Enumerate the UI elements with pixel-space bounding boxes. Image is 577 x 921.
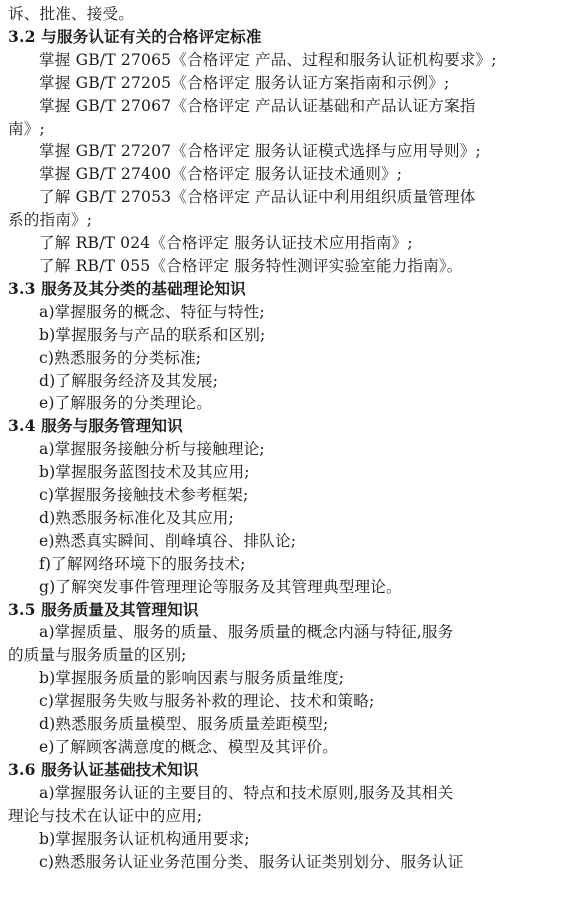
text-line: f)了解网络环境下的服务技术; xyxy=(39,554,246,573)
text-line: 的质量与服务质量的区别; xyxy=(8,646,187,665)
text-line: 掌握 GB/T 27065《合格评定 产品、过程和服务认证机构要求》; xyxy=(39,50,497,69)
text-line: d)了解服务经济及其发展; xyxy=(39,371,219,390)
text-line: e)熟悉真实瞬间、削峰填谷、排队论; xyxy=(39,531,297,550)
text-line: e)了解服务的分类理论。 xyxy=(39,394,213,413)
text-line: b)掌握服务质量的影响因素与服务质量维度; xyxy=(39,669,345,688)
text-line: a)掌握服务接触分析与接触理论; xyxy=(39,440,265,459)
text-line: d)熟悉服务质量模型、服务质量差距模型; xyxy=(39,715,329,734)
text-line: 掌握 GB/T 27400《合格评定 服务认证技术通则》; xyxy=(39,165,403,184)
text-line: 了解 RB/T 024《合格评定 服务认证技术应用指南》; xyxy=(39,234,413,253)
section-heading: 3.4 服务与服务管理知识 xyxy=(8,416,183,436)
text-line: 理论与技术在认证中的应用; xyxy=(8,806,203,825)
text-line: c)掌握服务失败与服务补救的理论、技术和策略; xyxy=(39,692,375,711)
text-line: 掌握 GB/T 27207《合格评定 服务认证模式选择与应用导则》; xyxy=(39,142,481,161)
text-line: 系的指南》; xyxy=(8,211,93,230)
text-line: e)了解顾客满意度的概念、模型及其评价。 xyxy=(39,738,338,756)
section-heading: 3.6 服务认证基础技术知识 xyxy=(8,759,199,779)
text-line: a)掌握服务认证的主要目的、特点和技术原则,服务及其相关 xyxy=(39,783,454,802)
text-line: c)熟悉服务认证业务范围分类、服务认证类别划分、服务认证 xyxy=(39,852,464,871)
text-line: 诉、批准、接受。 xyxy=(8,5,134,23)
text-line: b)掌握服务蓝图技术及其应用; xyxy=(39,463,250,482)
text-line: 了解 RB/T 055《合格评定 服务特性测评实验室能力指南》。 xyxy=(39,256,463,275)
text-line: 南》; xyxy=(8,119,45,138)
text-line: b)掌握服务与产品的联系和区别; xyxy=(39,325,266,344)
section-heading: 3.2 与服务认证有关的合格评定标准 xyxy=(8,26,262,46)
text-line: b)掌握服务认证机构通用要求; xyxy=(39,829,250,848)
section-heading: 3.5 服务质量及其管理知识 xyxy=(8,599,199,619)
text-line: d)熟悉服务标准化及其应用; xyxy=(39,508,234,527)
text-line: g)了解突发事件管理理论等服务及其管理典型理论。 xyxy=(39,577,402,596)
section-heading: 3.3 服务及其分类的基础理论知识 xyxy=(8,278,246,298)
text-line: 掌握 GB/T 27067《合格评定 产品认证基础和产品认证方案指 xyxy=(39,96,476,115)
text-line: 掌握 GB/T 27205《合格评定 服务认证方案指南和示例》; xyxy=(39,73,450,92)
text-line: a)掌握质量、服务的质量、服务质量的概念内涵与特征,服务 xyxy=(39,623,454,642)
text-line: c)掌握服务接触技术参考框架; xyxy=(39,486,249,505)
text-line: 了解 GB/T 27053《合格评定 产品认证中利用组织质量管理体 xyxy=(39,188,476,207)
text-line: a)掌握服务的概念、特征与特性; xyxy=(39,302,265,321)
text-line: c)熟悉服务的分类标准; xyxy=(39,348,202,367)
